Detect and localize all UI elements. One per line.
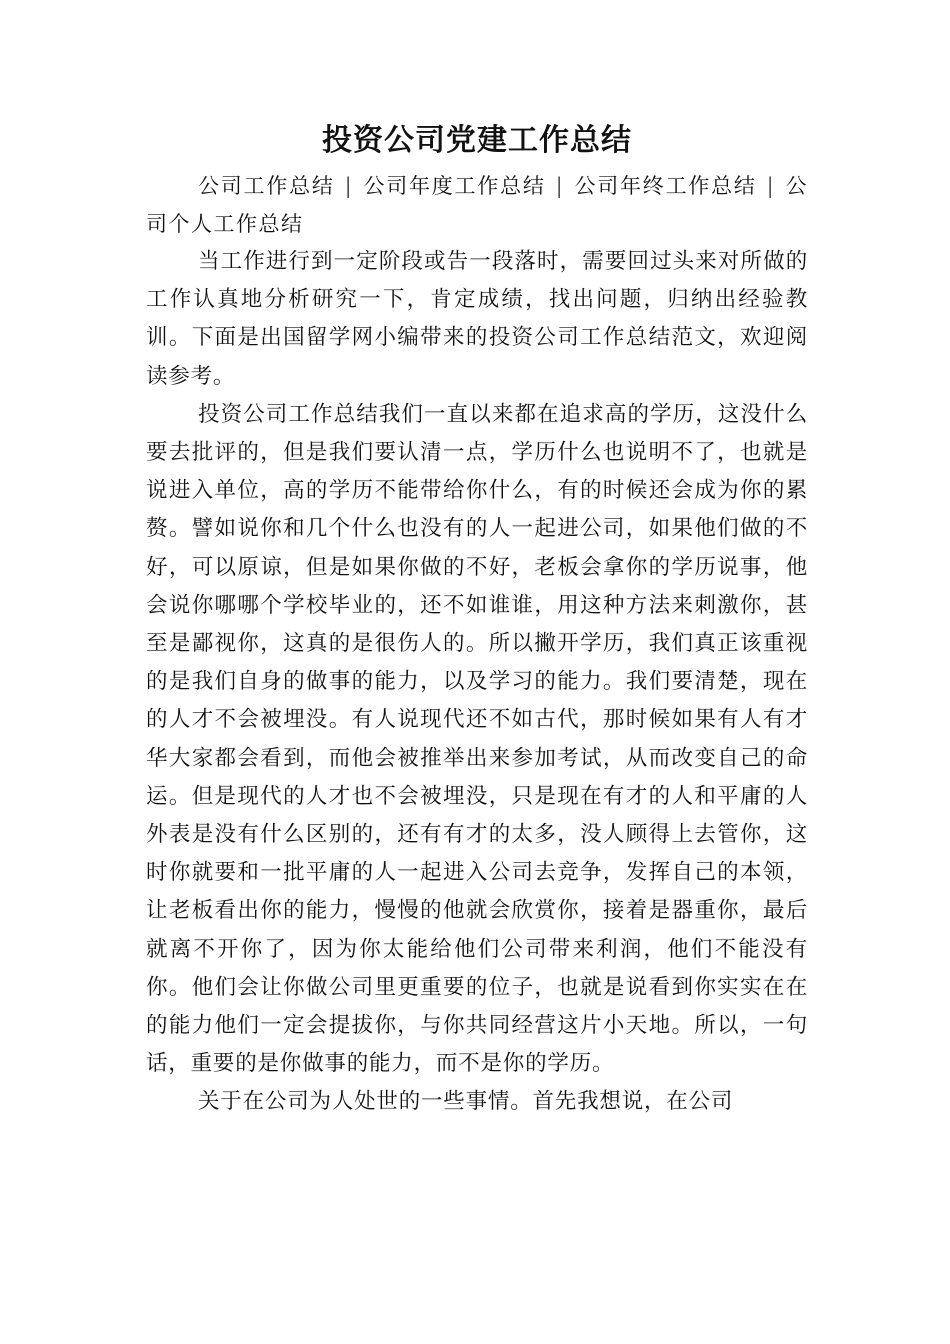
body-paragraph: 当工作进行到一定阶段或告一段落时，需要回过头来对所做的工作认真地分析研究一下，肯定成绩，找出问题，归纳出经验教训。下面是出国留学网小编带来的投资公司工作总结范文，欢迎阅读参考。 xyxy=(146,249,808,389)
body-paragraph: 关于在公司为人处世的一些事情。首先我想说，在公司 xyxy=(198,1089,734,1115)
body-paragraph: 投资公司工作总结我们一直以来都在追求高的学历，这没什么要去批评的，但是我们要认清一点，学历什么也说明不了，也就是说进入单位，高的学历不能带给你什么，有的时候还会成为你的累赘。譬如说你和几个什么也没有的人一起进公司，如果他们做的不好，可以原谅，但是如果你做的不好，老板会拿你的学历说事，他会说你哪哪个学校毕业的，还不如谁谁，用这种方法来刺激你，甚至是鄙视你，这真的是很伤人的。所以撇开学历，我们真正该重视的是我们自身的做事的能力，以及学习的能力。我们要清楚，现在的人才不会被埋没。有人说现代还不如古代，那时候如果有人有才华大家都会看到，而他会被推举出来参加考试，从而改变自己的命运。但是现代的人才也不会被埋没，只是现在有才的人和平庸的人外表是没有什么区别的，还有有才的太多，没人顾得上去管你，这时你就要和一批平庸的人一起进入公司去竞争，发挥自己的本领，让老板看出你的能力，慢慢的他就会欣赏你，接着是器重你，最后就离不开你了，因为你太能给他们公司带来利润，他们不能没有你。他们会让你做公司里更重要的位子，也就是说看到你实实在在的能力他们一定会提拔你，与你共同经营这片小天地。所以，一句话，重要的是你做事的能力，而不是你的学历。 xyxy=(146,401,808,1077)
tag-separator: | xyxy=(766,174,776,198)
tag-link[interactable]: 公司个人工作总结 xyxy=(146,174,809,236)
tag-link[interactable]: 公司年度工作总结 xyxy=(363,174,546,198)
tag-separator: | xyxy=(344,174,354,198)
tag-link[interactable]: 公司年终工作总结 xyxy=(574,174,757,198)
tag-link[interactable]: 公司工作总结 xyxy=(198,174,335,198)
related-tags xyxy=(146,168,808,243)
document-page xyxy=(146,118,808,1122)
tag-separator: | xyxy=(555,174,565,198)
document-title: 投资公司党建工作总结 xyxy=(322,123,632,158)
